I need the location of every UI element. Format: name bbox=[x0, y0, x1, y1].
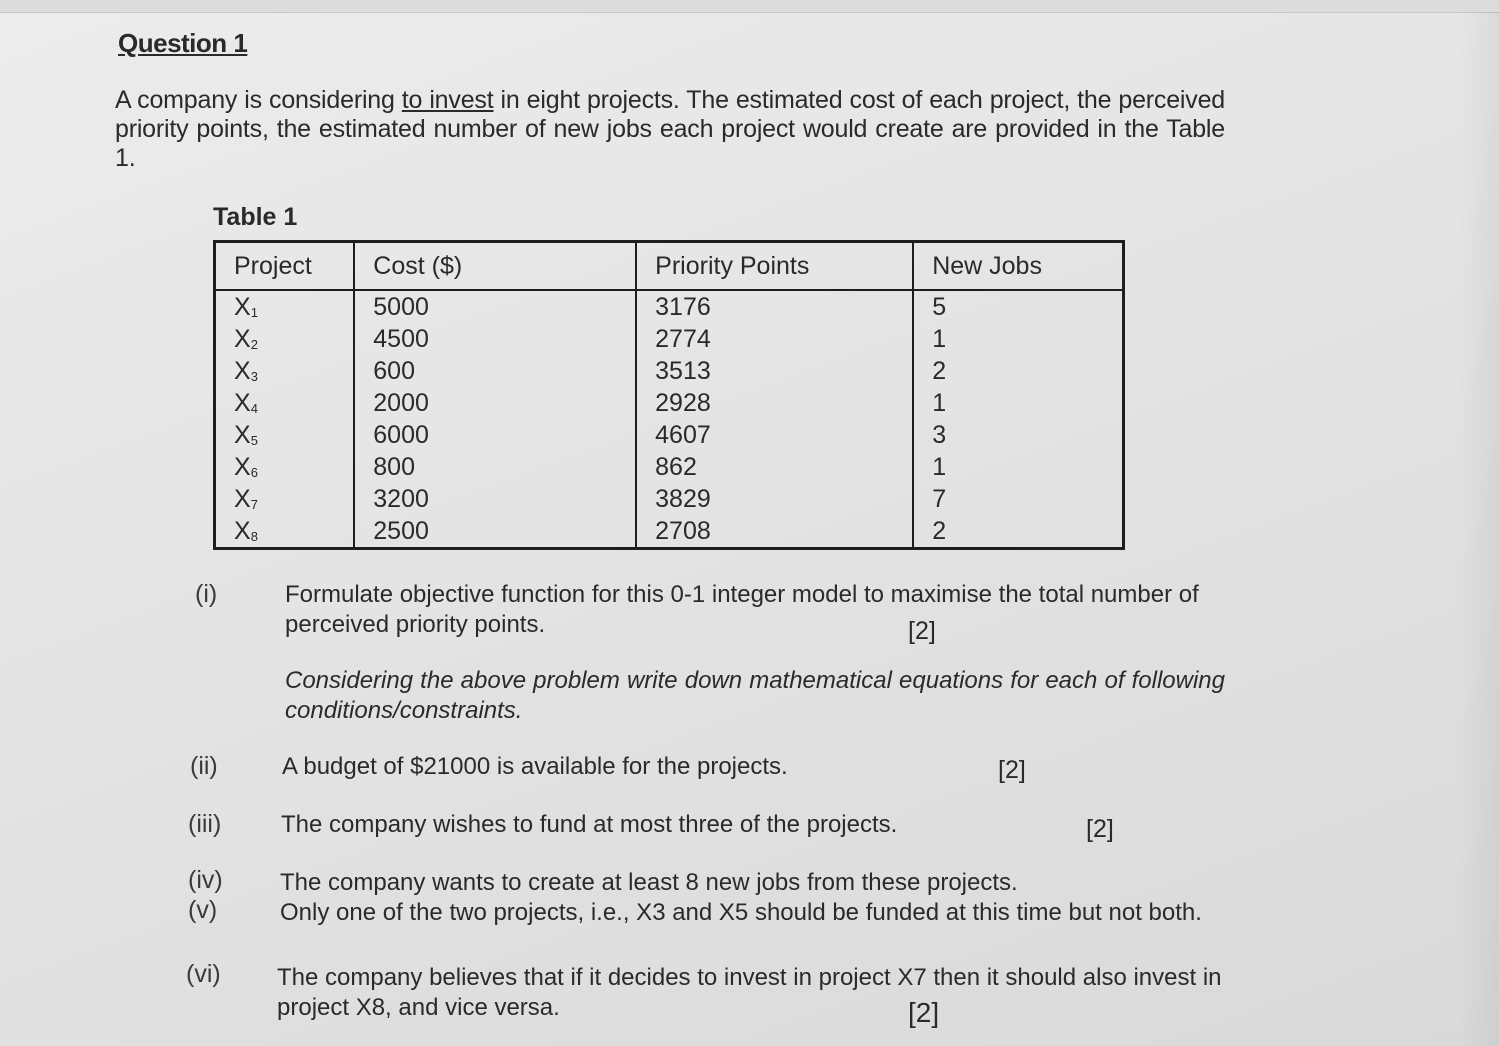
part-i-marks: [2] bbox=[908, 617, 936, 645]
cell-cost: 5000 bbox=[354, 290, 636, 323]
cell-jobs: 1 bbox=[913, 387, 1123, 419]
part-iii-text: The company wishes to fund at most three of the projects. bbox=[281, 811, 898, 838]
part-i-text: Formulate objective function for this 0-1 integer model to maximise the total number of perceived priority points. bbox=[285, 581, 1199, 638]
intro-text-start: A company is considering bbox=[115, 86, 402, 114]
part-v-number: (v) bbox=[188, 896, 218, 924]
table-row bbox=[215, 515, 1124, 549]
cell-cost: 600 bbox=[354, 355, 636, 387]
cell-points: 3829 bbox=[636, 483, 913, 515]
cell-cost: 2000 bbox=[354, 387, 636, 419]
cell-cost: 3200 bbox=[354, 483, 636, 515]
cell-points: 862 bbox=[636, 451, 913, 483]
part-i-number: (i) bbox=[195, 580, 218, 608]
intro-text-end: in eight projects. The estimated cost of each project, the perceived priority points, the estimated number of new jobs each project would create are provided in the Table 1. bbox=[115, 86, 1225, 172]
cell-points: 2774 bbox=[636, 323, 913, 355]
cell-jobs: 5 bbox=[913, 290, 1123, 323]
question-title: Question 1 bbox=[118, 28, 248, 58]
cell-points: 2928 bbox=[636, 387, 913, 419]
cell-jobs: 1 bbox=[913, 451, 1123, 483]
part-iii-marks: [2] bbox=[1086, 815, 1114, 843]
table-row bbox=[215, 451, 1124, 483]
part-v-text: Only one of the two projects, i.e., X3 and X5 should be funded at this time but not both. bbox=[280, 899, 1202, 926]
cell-jobs: 2 bbox=[913, 355, 1123, 387]
table-row bbox=[215, 419, 1124, 451]
cell-project: $X_1$ bbox=[234, 292, 258, 321]
cell-project: $X_6$ bbox=[234, 452, 258, 481]
projects-table bbox=[213, 240, 1125, 550]
cell-project: $X_7$ bbox=[234, 484, 258, 513]
table-row bbox=[215, 387, 1124, 419]
cell-project: $X_2$ bbox=[234, 324, 258, 353]
part-iv-number: (iv) bbox=[188, 866, 223, 894]
table-caption: Table 1 bbox=[213, 203, 298, 231]
table-row bbox=[215, 290, 1124, 323]
table-header-row bbox=[215, 242, 1124, 291]
intro-underlined-text: to invest bbox=[401, 86, 494, 114]
cell-cost: 2500 bbox=[354, 515, 636, 549]
header-priority-points: Priority Points bbox=[636, 242, 913, 291]
part-ii-text: A budget of $21000 is available for the projects. bbox=[282, 753, 788, 780]
cell-project: $X_4$ bbox=[234, 388, 258, 417]
header-project: Project bbox=[215, 242, 355, 291]
cell-cost: 4500 bbox=[354, 323, 636, 355]
table-row bbox=[215, 355, 1124, 387]
conditions-intro: Considering the above problem write down mathematical equations for each of following conditions/constraints. bbox=[285, 667, 1225, 724]
cell-project: $X_3$ bbox=[234, 356, 258, 385]
part-vi-marks: [2] bbox=[908, 997, 940, 1028]
cell-points: 3176 bbox=[636, 290, 913, 323]
question-intro bbox=[115, 86, 1225, 173]
header-new-jobs: New Jobs bbox=[913, 242, 1123, 291]
part-vi-text: The company believes that if it decides to invest in project X7 then it should also invest in project X8, and vice versa. bbox=[277, 964, 1222, 1021]
part-iv-text: The company wants to create at least 8 new jobs from these projects. bbox=[280, 869, 1018, 896]
cell-cost: 800 bbox=[354, 451, 636, 483]
table-row bbox=[215, 483, 1124, 515]
cell-jobs: 2 bbox=[913, 515, 1123, 549]
cell-cost: 6000 bbox=[354, 419, 636, 451]
cell-jobs: 3 bbox=[913, 419, 1123, 451]
table-row bbox=[215, 323, 1124, 355]
cell-project: $X_8$ bbox=[234, 516, 258, 545]
cell-project: $X_5$ bbox=[234, 420, 258, 449]
part-vi-number: (vi) bbox=[186, 960, 221, 988]
part-ii-marks: [2] bbox=[998, 756, 1026, 784]
part-iii-number: (iii) bbox=[188, 810, 222, 838]
part-ii-number: (ii) bbox=[190, 752, 218, 780]
cell-points: 4607 bbox=[636, 419, 913, 451]
cell-jobs: 1 bbox=[913, 323, 1123, 355]
cell-points: 2708 bbox=[636, 515, 913, 549]
cell-points: 3513 bbox=[636, 355, 913, 387]
header-cost: Cost ($) bbox=[354, 242, 636, 291]
cell-jobs: 7 bbox=[913, 483, 1123, 515]
